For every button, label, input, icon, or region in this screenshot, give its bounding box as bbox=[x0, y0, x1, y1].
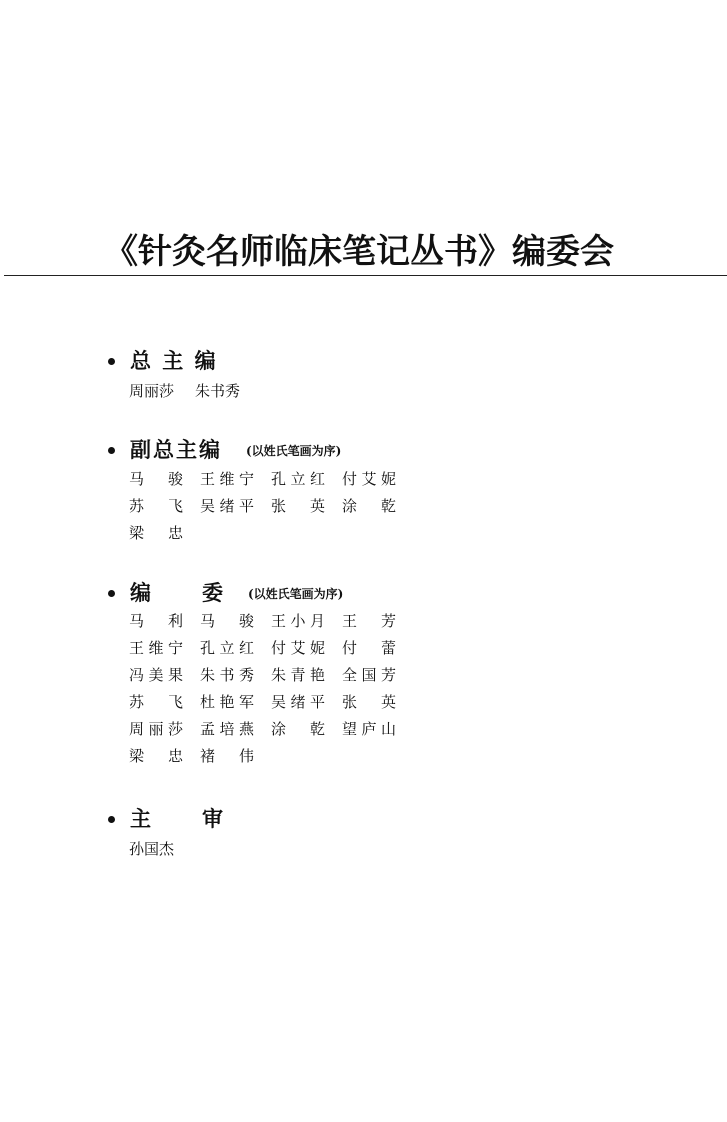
name-row bbox=[129, 635, 413, 662]
chief-editors-heading bbox=[108, 346, 240, 376]
name-row bbox=[129, 689, 413, 716]
name: 马 骏 bbox=[200, 612, 254, 630]
name: 吴绪平 bbox=[200, 497, 254, 515]
name: 望庐山 bbox=[342, 720, 396, 738]
name: 付 蕾 bbox=[342, 639, 396, 657]
chief-editors-heading-text: 总 主 编 bbox=[130, 349, 218, 373]
editorial-board-order-note: (以姓氏笔画为序) bbox=[248, 587, 344, 601]
name: 王 芳 bbox=[342, 612, 396, 630]
name: 马 利 bbox=[129, 612, 183, 630]
name: 吴绪平 bbox=[271, 693, 325, 711]
name-row bbox=[129, 836, 174, 863]
name: 孔立红 bbox=[271, 470, 325, 488]
deputy-chief-editors-heading-text: 副总主编 bbox=[130, 438, 222, 462]
chief-reviewer-section bbox=[108, 804, 223, 863]
deputy-chief-editors-order-note: (以姓氏笔画为序) bbox=[246, 444, 342, 458]
name-row bbox=[129, 608, 413, 635]
name: 周丽莎 bbox=[129, 720, 183, 738]
page-title: 《针灸名师临床笔记丛书》编委会 bbox=[104, 232, 614, 272]
name-row bbox=[129, 662, 413, 689]
name: 全国芳 bbox=[342, 666, 396, 684]
name: 孔立红 bbox=[200, 639, 254, 657]
name-row bbox=[129, 493, 413, 520]
name: 褚 伟 bbox=[200, 747, 254, 765]
editorial-board-heading-left: 编 bbox=[130, 581, 151, 605]
name-row bbox=[129, 378, 240, 405]
chief-editors-section bbox=[108, 346, 240, 405]
chief-reviewer-heading-right: 审 bbox=[202, 807, 223, 831]
chief-reviewer-heading bbox=[108, 804, 223, 834]
name-row bbox=[129, 520, 413, 547]
chief-reviewer-names bbox=[129, 836, 174, 863]
title-divider bbox=[4, 275, 727, 276]
name: 朱书秀 bbox=[195, 382, 241, 400]
name: 张 英 bbox=[271, 497, 325, 515]
name: 梁 忠 bbox=[129, 747, 183, 765]
bullet-icon bbox=[108, 590, 115, 597]
name: 付艾妮 bbox=[342, 470, 396, 488]
editorial-board-section bbox=[108, 578, 413, 770]
name: 冯美果 bbox=[129, 666, 183, 684]
name: 王小月 bbox=[271, 612, 325, 630]
name: 孟培燕 bbox=[200, 720, 254, 738]
name: 付艾妮 bbox=[271, 639, 325, 657]
name: 梁 忠 bbox=[129, 524, 183, 542]
bullet-icon bbox=[108, 358, 115, 365]
chief-editors-names bbox=[129, 378, 240, 405]
deputy-chief-editors-heading bbox=[108, 435, 413, 465]
name: 王维宁 bbox=[200, 470, 254, 488]
name: 张 英 bbox=[342, 693, 396, 711]
name: 朱青艳 bbox=[271, 666, 325, 684]
name: 周丽莎 bbox=[129, 382, 175, 400]
editorial-board-heading-right: 委 bbox=[202, 581, 223, 605]
name: 苏 飞 bbox=[129, 497, 183, 515]
name: 涂 乾 bbox=[342, 497, 396, 515]
name-row bbox=[129, 716, 413, 743]
editorial-board-heading bbox=[108, 578, 413, 608]
name-row bbox=[129, 466, 413, 493]
name: 朱书秀 bbox=[200, 666, 254, 684]
chief-reviewer-heading-left: 主 bbox=[130, 807, 151, 831]
deputy-chief-editors-section bbox=[108, 435, 413, 547]
name: 孙国杰 bbox=[129, 840, 175, 858]
name: 涂 乾 bbox=[271, 720, 325, 738]
name: 苏 飞 bbox=[129, 693, 183, 711]
name: 王维宁 bbox=[129, 639, 183, 657]
deputy-chief-editors-names bbox=[129, 466, 413, 547]
bullet-icon bbox=[108, 447, 115, 454]
name: 马 骏 bbox=[129, 470, 183, 488]
name: 杜艳军 bbox=[200, 693, 254, 711]
editorial-board-names bbox=[129, 608, 413, 770]
bullet-icon bbox=[108, 816, 115, 823]
name-row bbox=[129, 743, 413, 770]
